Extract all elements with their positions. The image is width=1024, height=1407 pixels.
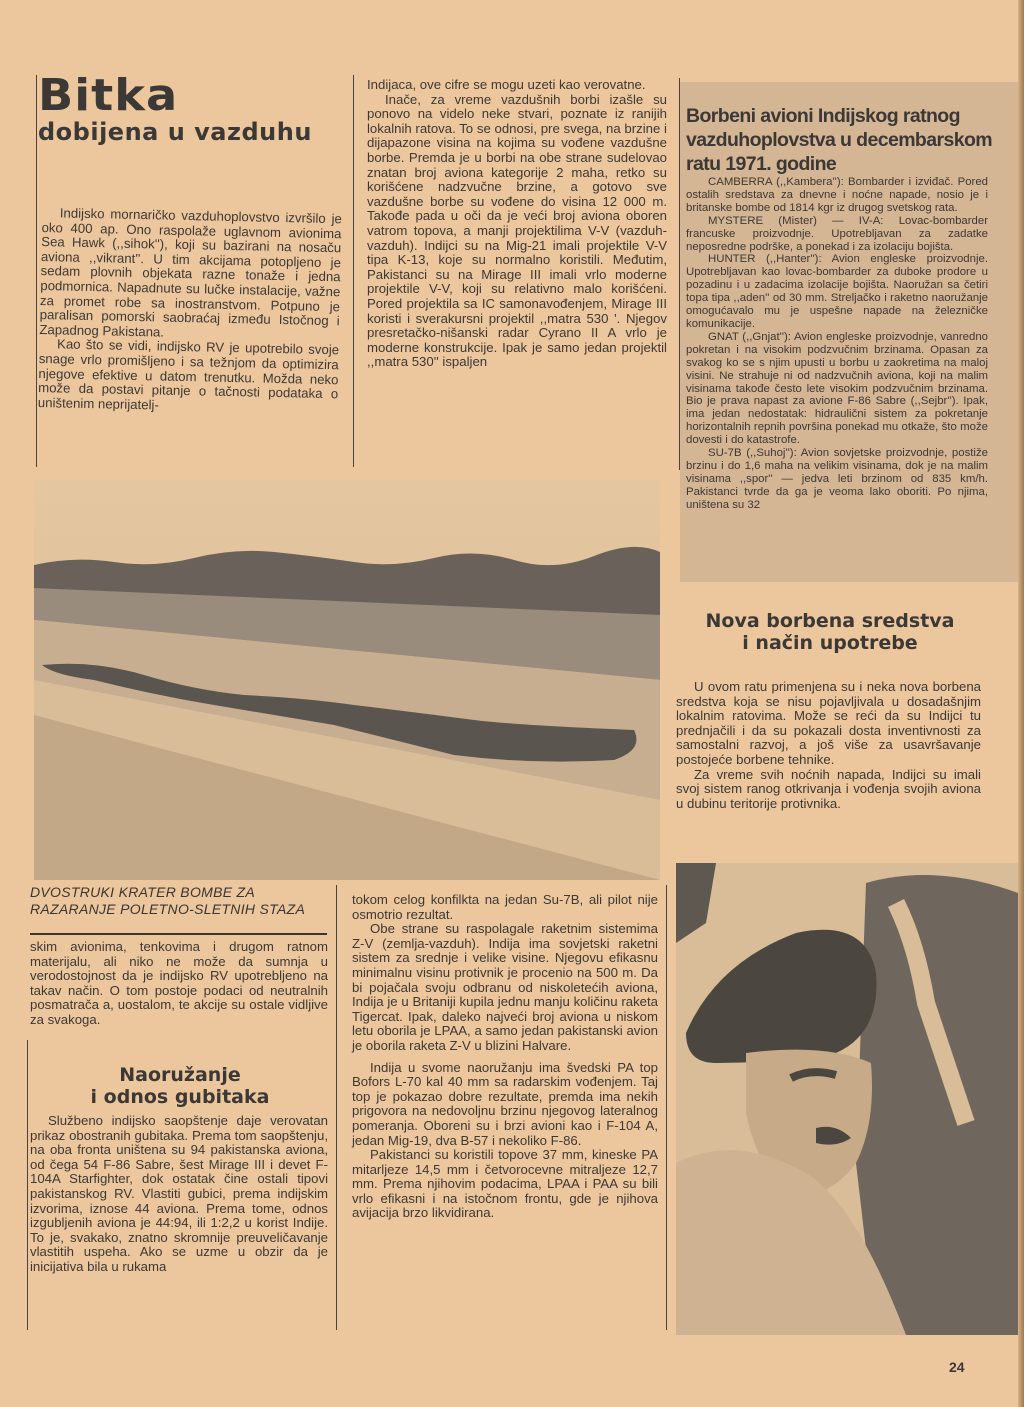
sidebar-entry-mystere: MYSTERE (Mister) — IV-A: Lovac-bombarder francuske proizvodnje. Upotrebljavan za zadatke neposredne podrške, a ponekad i za izolaciju bojišta. <box>686 214 988 253</box>
column-rule <box>666 885 667 1330</box>
paragraph: Inače, za vreme vazdušnih borbi izašle su ponovo na videlo neke stvari, poznate iz ranijih lokalnih ratova. To se odnosi, pre svega, na brzine i dijapazone visina na kojima su vođene vazdušne borbe. Premda je u borbi na obe strane sudelovao znatan broj aviona kategorije 2 maha, retko su korišćene nadzvučne brzine, a gotovo sve vazdušne borbe su vođene do visina 12 000 m. Takođe pada u oči da je veći broj aviona oboren vatrom topova, a manji projektilima V-V (vazduh-vazduh). Indijci su na Mig-21 imali projektile V-V tipa K-13, koje su normalno koristili. Međutim, Pakistanci su na Mirage III imali vrlo moderne projektile V-V, koji su relativno malo korišćeni. Pored projektila sa IC samonavođenjem, Mirage III koristi i sverakursni projektil ,,matra 530 '. Njegov presretačko-nišanski radar Cyrano II A vrlo je moderne konstrukcije. Ipak je samo jedan projektil ,,matra 530'' ispaljen <box>367 91 667 370</box>
photo-caption: DVOSTRUKI KRATER BOMBE ZA RAZARANJE POLETNO-SLETNIH STAZA <box>30 884 306 917</box>
column-2-top <box>367 78 667 370</box>
sidebar-entry-su7b: SU-7B (,,Suhoj''): Avion sovjetske proizvodnje, postiže brzinu i do 1,6 maha na velikim visinama, dok je na malim visinama ,,spor'' — jedva leti brzinom od 835 km/h. Pakistanci tvrde da ga je veoma lako oboriti. Po njima, uništena su 32 <box>686 447 988 511</box>
paragraph: skim avionima, tenkovima i drugom ratnom materijalu, ali niko ne može da sumnja u verodostojnost da je indijsko RV upotrebljeno na takav način. O tom postoje podaci od neutralnih posmatrača a, uostalom, te akcije su ostale vidljive za svakoga. <box>30 939 328 1027</box>
sidebar-entry-camberra: CAMBERRA (,,Kambera''): Bombarder i izviđač. Pored ostalih sredstava za dnevne i noćne napade, nosio je i britanske bombe od 1814 kgr iz drugog svetskog rata. <box>686 176 988 214</box>
column-2-bottom <box>352 893 658 1221</box>
paragraph: Kao što se vidi, indijsko RV je upotrebilo svoje snage vrlo promišljeno i sa težnjom da optimizira njegove efektive u datom trenutku. Možda neko može da postavi pitanje o tačnosti podataka o uništenim neprijatelj- <box>37 336 340 413</box>
page-edge <box>1018 0 1024 1407</box>
paragraph: Pakistanci su koristili topove 37 mm, kineske PA mitarljeze 14,5 mm i četvorocevne mitraljeze 12,7 mm. Prema njihovim podacima, LPAA i PAA su bili vrlo efikasni i na istočnom frontu, gde je njihova avijacija brzo likvidirana. <box>352 1147 658 1221</box>
paragraph: Indijsko mornaričko vazduhoplovstvo izvršilo je oko 400 ap. Ono raspolaže uglavnom avionima Sea Hawk (,,sihok''), koji su bazirani na nosaču aviona ,,vikrant''. U tim akcijama potopljeno je sedam plovnih objekata razne tonaže i jedna podmornica. Napadnute su lučke instalacije, važne za promet robe sa inostranstvom. Potpuno je paralisan pomorski saobraćaj između Istočnog i Zapadnog Pakistana. <box>39 205 342 340</box>
sidebar-box-title: Borbeni avioni Indijskog ratnog vazduhoplovstva u decembarskom ratu 1971. godine <box>686 105 993 175</box>
sidebar-entry-gnat: GNAT (,,Gnjat''): Avion engleske proizvodnje, vanredno pokretan i na visokim podzvučnim brzinama. Opasan za svakog ko se s njim upusti u borbu u zaokretima na maloj visini. Ne strahuje ni od nadzvučnih aviona, koji na malim visinama takođe često lete visokim podzvučnim brzinama. Bio je prava napast za avione F-86 Sabre (,,Sejbr''). Ipak, ima jedan nedostatak: hidraulični sistem za pokretanje horizontalnih repnih površina ponekad mu otkaže, što može dovesti i do katastrofe. <box>686 330 988 447</box>
soldier-photo <box>676 863 1018 1335</box>
paragraph: Obe strane su raspolagale raketnim sistemima Z-V (zemlja-vazduh). Indija ima sovjetski raketni sistem za srednje i velike visine. Njegovu efikasnu minimalnu visinu protivnik je procenio na 500 m. Da bi pojačala svoju odbranu od niskoletećih aviona, Indija je u Britaniji kupila jednu manju količinu raketa Tigercat. Ipak, daleko najveći broj aviona u niskom letu oborila je LPAA, a samo jedan pakistanski avion je oborila raketa Z-V u blizini Halvare. <box>352 921 658 1053</box>
paragraph: Za vreme svih noćnih napada, Indijci su imali svoj sistem ranog otkrivanja i vođenja svojih aviona u dubinu teritorije protivnika. <box>676 766 981 811</box>
paragraph: Indija u svome naoružanju ima švedski PA top Bofors L-70 kal 40 mm sa radarskim vođenjem. Taj top je pokazao dobre rezultate, premda ima nekih prigovora na nedovoljnu brzinu njegovog lateralnog pomeranja. Oboreni su i brzi avioni kao i F-104 A, jedan Mig-19, dva B-57 i nekoliko F-86. <box>352 1059 658 1148</box>
gun-background <box>856 875 1018 1335</box>
heading-line: Naoružanje <box>119 1064 241 1086</box>
column-1-top <box>38 206 342 417</box>
paragraph: Indijaca, ove cifre se mogu uzeti kao verovatne. <box>367 77 646 92</box>
heading-line: i odnos gubitaka <box>90 1086 270 1108</box>
section-heading-naoruzanje <box>30 1064 330 1108</box>
column-rule <box>27 1040 28 1330</box>
section-3-text <box>676 680 981 811</box>
sidebar-box-text <box>686 176 988 512</box>
page-number: 24 <box>949 1359 965 1375</box>
article-title: Bitka <box>38 70 179 121</box>
column-rule <box>353 75 354 467</box>
column-1-bottom <box>30 940 328 1028</box>
paragraph: U ovom ratu primenjena su i neka nova borbena sredstva koja se nisu pojavljivala u dosadašnjim lokalnim ratovima. Može se reći da su Indijci tu prednjačili i da su pokazali dosta inventivnosti za samostalni razvoj, a još više za usavršavanje postojeće borbene tehnike. <box>676 679 981 767</box>
column-rule <box>336 885 337 1330</box>
soldier-photo-graphic <box>676 863 1018 1335</box>
heading-line: Nova borbena sredstva <box>705 610 955 632</box>
sidebar-entry-hunter: HUNTER (,,Hanter''): Avion engleske proizvodnje. Upotrebljavan kao lovac-bombarder za duboke prodore u pozadinu i u zadacima izolacije bojišta. Naoružan sa četiri topa tipa ,,aden'' od 30 mm. Streljačko i raketno naoružanje omogućavalo mu je uspešne napade na železničke komunikacije. <box>686 253 988 330</box>
paragraph: tokom celog konfilkta na jedan Su-7B, ali pilot nije osmotrio rezultat. <box>352 892 658 922</box>
section-2-text <box>30 1114 328 1275</box>
heading-line: i način upotrebe <box>742 632 918 654</box>
runway-crater-photo <box>34 480 660 880</box>
runway-photo-graphic <box>34 480 660 880</box>
caption-rule <box>30 933 327 935</box>
section-heading-nova-sredstva <box>680 610 980 654</box>
paragraph: Službeno indijsko saopštenje daje verovatan prikaz obostranih gubitaka. Prema tom saopštenju, na oba fronta uništena su 94 pakistanska aviona, od čega 54 F-86 Sabre, šest Mirage III i devet F-104A Starfighter, dok ostatak čine ostali tipovi pakistanskog RV. Vlastiti gubici, prema indijskim izvorima, iznose 44 aviona. Prema tome, odnos izgubljenih aviona je 44:94, ili 1:2,2 u korist Indije. To je, svakako, znatno skromnije preuveličavanje vlastitih uspeha. Ako se uzme u obzir da je inicijativa bila u rukama <box>30 1113 328 1274</box>
article-subtitle: dobijena u vazduhu <box>38 118 312 146</box>
